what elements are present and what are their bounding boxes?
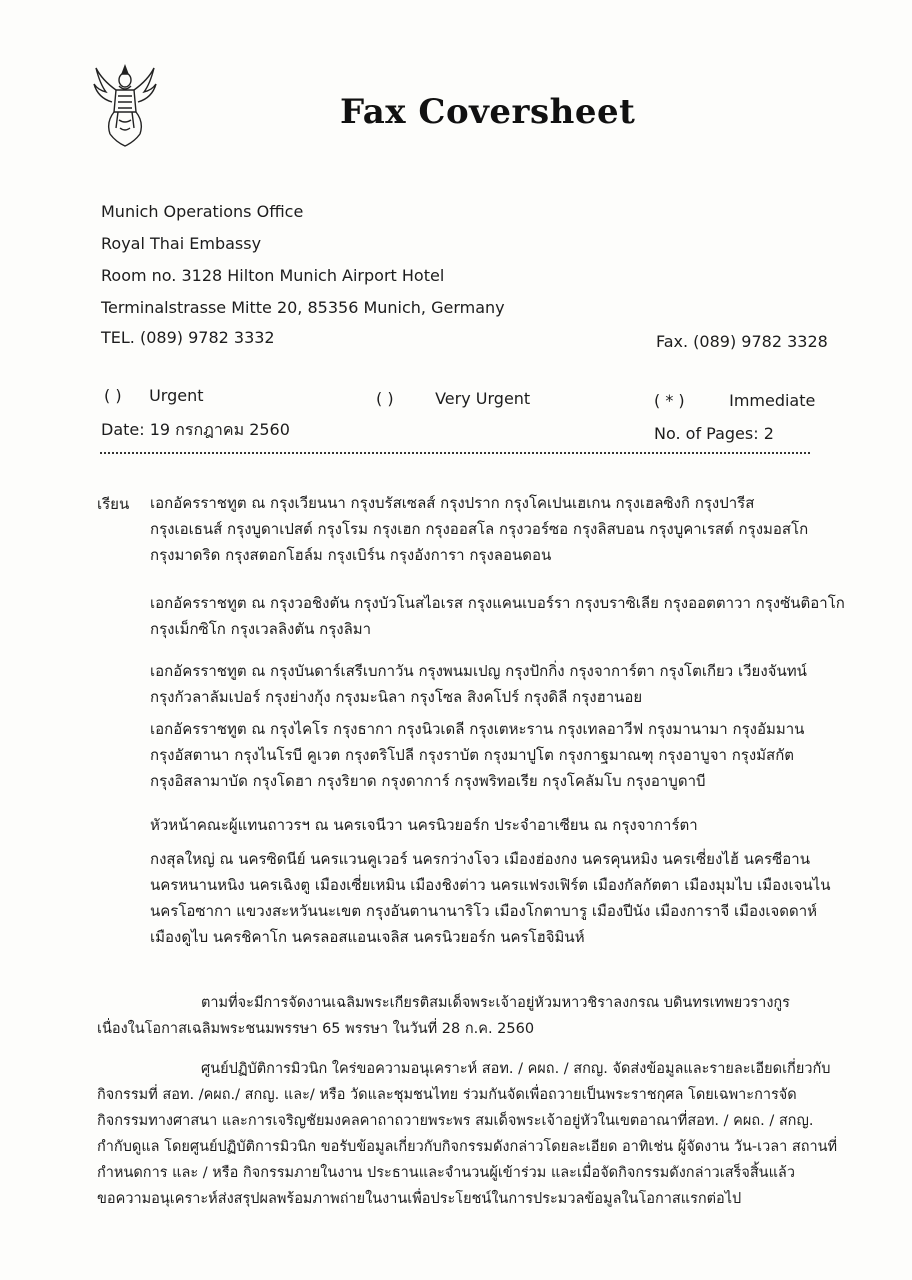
recipient-line: เอกอัครราชทูต ณ กรุงไคโร กรุงธากา กรุงนิวเดลี กรุงเตหะราน กรุงเทลอาวีฟ กรุงมานามา กรุงอัมมาน [150,720,805,738]
recipient-group-middle-east-africa [150,716,880,794]
fax-date: Date: 19 กรกฎาคม 2560 [101,420,290,439]
recipient-line: หัวหน้าคณะผู้แทนถาวรฯ ณ นครเจนีวา นครนิวยอร์ก ประจำอาเซียน ณ กรุงจาการ์ตา [150,816,698,834]
recipient-group-americas [150,590,880,642]
body-paragraph-2 [97,1056,857,1212]
immediate-label: Immediate [729,391,816,410]
sender-embassy: Royal Thai Embassy [101,234,262,253]
recipient-line: กรุงมาดริด กรุงสตอกโฮล์ม กรุงเบิร์น กรุงอังการา กรุงลอนดอน [150,546,552,564]
recipient-line: กรุงเม็กซิโก กรุงเวลลิงตัน กรุงลิมา [150,620,372,638]
recipient-line: เอกอัครราชทูต ณ กรุงวอชิงตัน กรุงบัวโนสไอเรส กรุงแคนเบอร์รา กรุงบราซิเลีย กรุงออตตาวา กรุงซันติอาโก [150,594,845,612]
recipient-line: นครโอซากา แขวงสะหวันนะเขต กรุงอันตานานาริโว เมืองโกตาบารู เมืองปีนัง เมืองการาจี เมืองเจดดาห์ [150,902,818,920]
sender-street: Terminalstrasse Mitte 20, 85356 Munich, Germany [101,298,505,317]
priority-very-urgent [376,389,530,408]
recipient-line: นครหนานหนิง นครเฉิงตู เมืองเซี่ยเหมิน เมืองชิงต่าว นครแฟรงเฟิร์ต เมืองกัลกัตตา เมืองมุมไบ เมืองเจนไน [150,876,831,894]
body-line: เนื่องในโอกาสเฉลิมพระชนมพรรษา 65 พรรษา ในวันที่ 28 ก.ค. 2560 [97,1021,535,1037]
body-line: ขอความอนุเคราะห์ส่งสรุปผลพร้อมภาพถ่ายในงานเพื่อประโยชน์ในการประมวลข้อมูลในโอกาสแรกต่อไป [97,1191,742,1207]
recipients-label: เรียน [97,495,130,513]
recipient-group-europe [150,490,880,568]
recipient-line: เมืองดูไบ นครชิคาโก นครลอสแอนเจลิส นครนิวยอร์ก นครโฮจิมินห์ [150,928,585,946]
immediate-checkbox: ( * ) [654,391,685,410]
priority-urgent [104,386,204,405]
very-urgent-checkbox: ( ) [376,389,394,408]
urgent-label: Urgent [149,386,204,405]
body-paragraph-1 [97,990,857,1042]
recipient-group-asia [150,658,880,710]
page-count: No. of Pages: 2 [654,424,774,443]
priority-immediate [654,391,815,410]
recipient-group-consulates [150,846,880,950]
body-line: กำกับดูแล โดยศูนย์ปฏิบัติการมิวนิก ขอรับข้อมูลเกี่ยวกับกิจกรรมดังกล่าวโดยละเอียด อาทิเช่น ผู้จัดงาน วัน-เวลา สถานที่ [97,1139,838,1155]
recipient-line: กรุงอัสตานา กรุงไนโรบี คูเวต กรุงตริโปลี กรุงราบัต กรุงมาปูโต กรุงกาฐมาณฑุ กรุงอาบูจา กรุงมัสกัต [150,746,795,764]
recipient-line: กรุงเอเธนส์ กรุงบูดาเปสต์ กรุงโรม กรุงเฮก กรุงออสโล กรุงวอร์ซอ กรุงลิสบอน กรุงบูคาเรสต์ กรุงมอสโก [150,520,809,538]
sender-fax: Fax. (089) 9782 3328 [656,332,828,351]
recipient-line: กงสุลใหญ่ ณ นครซิดนีย์ นครแวนคูเวอร์ นครกว่างโจว เมืองฮ่องกง นครคุนหมิง นครเซี่ยงไฮ้ นครซีอาน [150,850,810,868]
body-line: กิจกรรมที่ สอท. /คผถ./ สกญ. และ/ หรือ วัดและชุมชนไทย ร่วมกันจัดเพื่อถวายเป็นพระราชกุศล โดยเฉพาะการจัด [97,1087,797,1103]
urgent-checkbox: ( ) [104,386,122,405]
sender-tel: TEL. (089) 9782 3332 [101,328,275,347]
sender-room: Room no. 3128 Hilton Munich Airport Hotel [101,266,445,285]
recipient-line: เอกอัครราชทูต ณ กรุงเวียนนา กรุงบรัสเซลส์ กรุงปราก กรุงโคเปนเฮเกน กรุงเฮลซิงกิ กรุงปารีส [150,494,755,512]
body-line: กำหนดการ และ / หรือ กิจกรรมภายในงาน ประธานและจำนวนผู้เข้าร่วม และเมื่อจัดกิจกรรมดังกล่าวเสร็จสิ้นแล้ว [97,1165,795,1181]
very-urgent-label: Very Urgent [435,389,531,408]
fax-title: Fax Coversheet [340,92,636,132]
body-line: ศูนย์ปฏิบัติการมิวนิก ใคร่ขอความอนุเคราะห์ สอท. / คผถ. / สกญ. จัดส่งข้อมูลและรายละเอียดเกี่ยวกับ [201,1061,831,1077]
body-line: ตามที่จะมีการจัดงานเฉลิมพระเกียรติสมเด็จพระเจ้าอยู่หัวมหาวชิราลงกรณ บดินทรเทพยวรางกูร [201,995,790,1011]
dotted-divider [100,452,810,454]
recipient-line: เอกอัครราชทูต ณ กรุงบันดาร์เสรีเบกาวัน กรุงพนมเปญ กรุงปักกิ่ง กรุงจาการ์ตา กรุงโตเกียว เวียงจันทน์ [150,662,807,680]
recipient-group-permanent-missions [150,812,880,838]
garuda-emblem-icon [92,62,158,148]
body-line: กิจกรรมทางศาสนา และการเจริญชัยมงคลคาถาถวายพระพร สมเด็จพระเจ้าอยู่หัวในเขตอาณาที่สอท. / คผถ. / สกญ. [97,1113,814,1129]
recipient-line: กรุงกัวลาลัมเปอร์ กรุงย่างกุ้ง กรุงมะนิลา กรุงโซล สิงคโปร์ กรุงดิลี กรุงฮานอย [150,688,643,706]
sender-office: Munich Operations Office [101,202,304,221]
recipient-line: กรุงอิสลามาบัด กรุงโดฮา กรุงริยาด กรุงดาการ์ กรุงพริทอเรีย กรุงโคลัมโบ กรุงอาบูดาบี [150,772,706,790]
